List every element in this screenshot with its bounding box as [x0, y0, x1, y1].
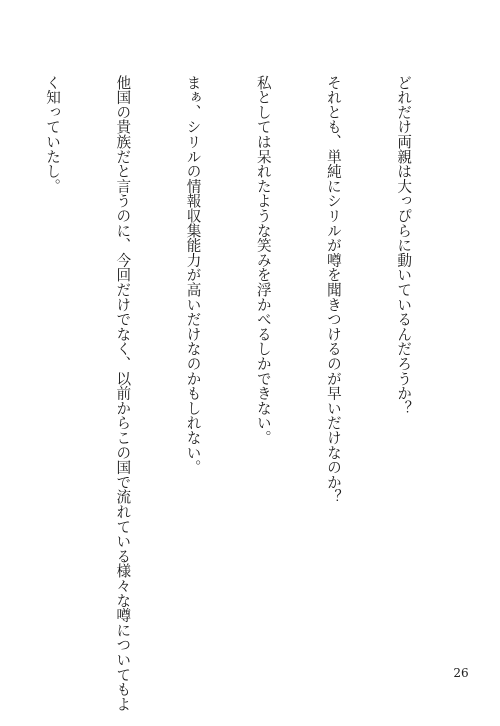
text-line: く知っていたし。 — [44, 75, 62, 194]
text-line: それとも、単純にシリルが噂を聞きつけるのが早いだけなのか？ — [324, 75, 342, 505]
text-line: 他国の貴族だと言うのに、今回だけでなく、以前からこの国で流れている様々な噂についてもよ — [114, 75, 132, 712]
text-line: 私としては呆れたような笑みを浮かべるしかできない。 — [254, 75, 272, 445]
page-number: 26 — [453, 666, 469, 680]
text-line: どれだけ両親は大っぴらに動いているんだろうか？ — [395, 75, 413, 416]
text-line: まぁ、シリルの情報収集能力が高いだけなのかもしれない。 — [184, 75, 202, 475]
